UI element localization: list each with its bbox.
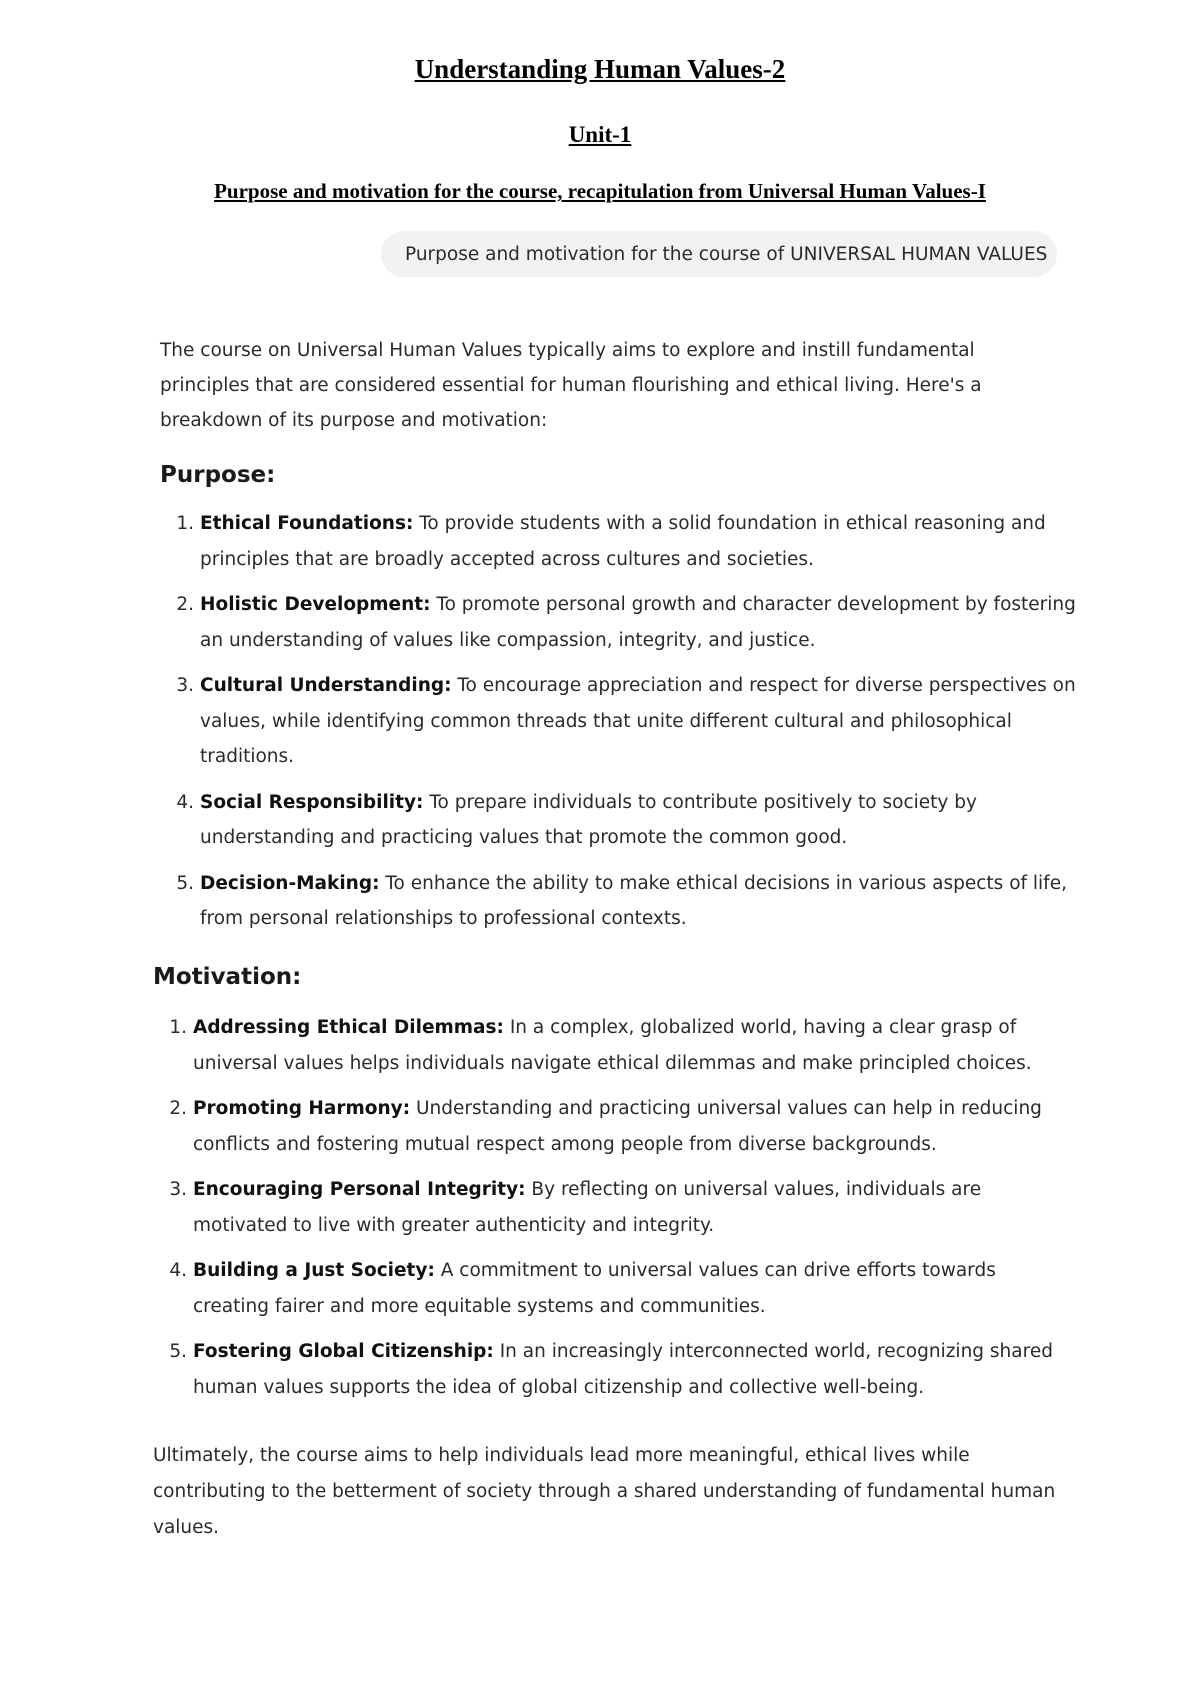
purpose-item-term: Cultural Understanding:	[200, 675, 452, 696]
user-prompt-bubble	[381, 231, 1057, 277]
motivation-item-term: Building a Just Society:	[193, 1260, 435, 1281]
motivation-item	[169, 1091, 1073, 1162]
purpose-item-text: To prepare individuals to contribute positively to society by understanding and practicing values that promote the common good.	[200, 791, 977, 848]
motivation-item-text: In a complex, globalized world, having a clear grasp of universal values helps individuals navigate ethical dilemmas and make principled choices.	[193, 1017, 1032, 1074]
list-number: 3.	[169, 1179, 187, 1200]
list-number: 1.	[169, 1017, 187, 1038]
motivation-item-text: A commitment to universal values can drive efforts towards creating fairer and more equitable systems and communities.	[193, 1260, 996, 1317]
motivation-item-text: Understanding and practicing universal values can help in reducing conflicts and fostering mutual respect among people from diverse backgrounds.	[193, 1098, 1042, 1155]
purpose-item-term: Social Responsibility:	[200, 791, 424, 813]
motivation-heading: Motivation:	[153, 964, 302, 990]
document-title: Understanding Human Values-2	[414, 54, 786, 84]
list-number: 1.	[176, 513, 194, 534]
purpose-item-term: Decision-Making:	[200, 872, 380, 894]
purpose-item-term: Ethical Foundations:	[200, 513, 414, 534]
purpose-item-text: To encourage appreciation and respect for diverse perspectives on values, while identifying common threads that unite different cultural and philosophical traditions.	[200, 675, 1076, 767]
list-number: 4.	[176, 791, 194, 813]
section-title: Purpose and motivation for the course, recapitulation from Universal Human Values-I	[214, 179, 986, 203]
motivation-item	[169, 1010, 1073, 1081]
purpose-heading: Purpose:	[160, 462, 276, 488]
motivation-item	[169, 1334, 1073, 1405]
purpose-item	[176, 785, 1080, 856]
purpose-item	[176, 506, 1080, 577]
list-number: 2.	[176, 594, 194, 615]
response-intro: The course on Universal Human Values typically aims to explore and instill fundamental principles that are considered essential for human flourishing and ethical living. Here's a breakdown of its purpose and motivation:	[160, 340, 982, 431]
list-number: 2.	[169, 1098, 187, 1119]
list-number: 3.	[176, 675, 194, 696]
purpose-item-text: To provide students with a solid foundation in ethical reasoning and principles that are broadly accepted across cultures and societies.	[200, 513, 1046, 570]
motivation-item-text: In an increasingly interconnected world, recognizing shared human values supports the idea of global citizenship and collective well-being.	[193, 1341, 1053, 1398]
motivation-item-term: Addressing Ethical Dilemmas:	[193, 1017, 504, 1038]
list-number: 4.	[169, 1260, 187, 1281]
motivation-list	[169, 1010, 1073, 1415]
motivation-item-term: Fostering Global Citizenship:	[193, 1341, 494, 1362]
motivation-item-term: Encouraging Personal Integrity:	[193, 1179, 526, 1200]
purpose-item	[176, 668, 1080, 775]
list-number: 5.	[169, 1341, 187, 1362]
purpose-item	[176, 866, 1080, 937]
user-prompt-text: Purpose and motivation for the course of UNIVERSAL HUMAN VALUES	[405, 243, 1048, 265]
purpose-list	[176, 506, 1080, 947]
motivation-item-term: Promoting Harmony:	[193, 1098, 411, 1119]
purpose-item-text: To promote personal growth and character development by fostering an understanding of values like compassion, integrity, and justice.	[200, 594, 1076, 651]
motivation-item-text: By reflecting on universal values, individuals are motivated to live with greater authenticity and integrity.	[193, 1179, 982, 1236]
motivation-item	[169, 1172, 1073, 1243]
unit-title: Unit-1	[568, 122, 632, 147]
purpose-item-text: To enhance the ability to make ethical decisions in various aspects of life, from personal relationships to professional contexts.	[200, 872, 1067, 929]
motivation-item	[169, 1253, 1073, 1324]
response-closing: Ultimately, the course aims to help individuals lead more meaningful, ethical lives while contributing to the betterment of society through a shared understanding of fundamental human values.	[153, 1445, 1056, 1538]
list-number: 5.	[176, 872, 194, 894]
purpose-item-term: Holistic Development:	[200, 594, 431, 615]
purpose-item	[176, 587, 1080, 658]
